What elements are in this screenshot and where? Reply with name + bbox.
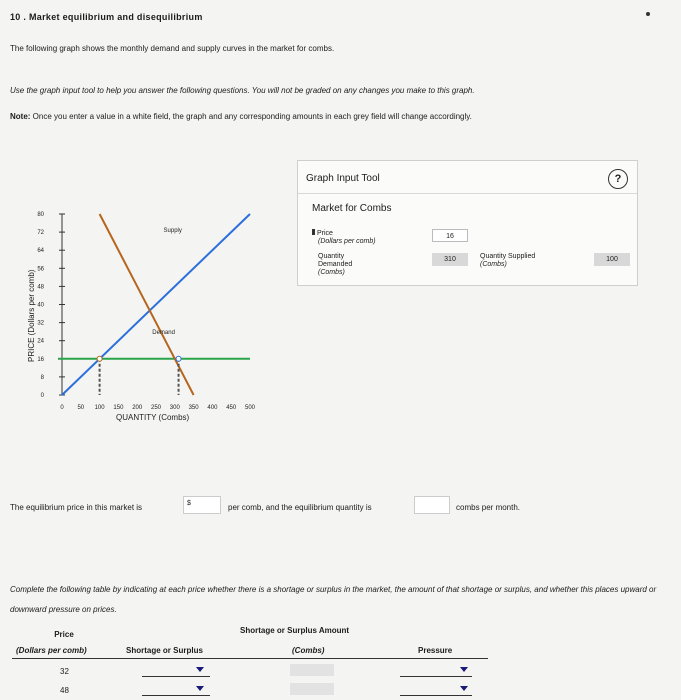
quantity-supplied-field: 100 [594,253,630,266]
demand-label: Demand [152,329,175,336]
note-text [10,112,472,121]
equilibrium-text-2: per comb, and the equilibrium quantity is [228,503,372,512]
x-tick-label: 400 [207,405,218,411]
qd-label-group [318,253,378,277]
x-tick-label: 350 [188,405,199,411]
y-tick-label: 64 [37,248,44,255]
select-underline [142,695,210,696]
note-label: Note: [10,112,31,121]
dropdown-arrow-icon [196,667,204,672]
x-tick-label: 250 [150,405,162,411]
y-axis-title: PRICE (Dollars per comb) [27,269,36,362]
select-underline [400,676,472,677]
price-handle-icon [312,229,315,235]
dollar-sign: $ [187,500,191,507]
qs-unit: (Combs) [480,261,507,268]
pressure-select[interactable] [400,664,472,680]
y-tick-label: 40 [37,302,44,309]
graph-input-tool [297,160,638,286]
y-tick-label: 16 [37,356,44,363]
x-axis-title: QUANTITY (Combs) [116,413,190,422]
table-header-rule [12,658,488,659]
price-label: Price [317,230,333,237]
amount-field [290,664,334,676]
x-tick-label: 300 [169,405,180,411]
dropdown-arrow-icon [460,667,468,672]
equilibrium-price-input[interactable] [183,496,221,514]
pressure-select[interactable] [400,683,472,699]
y-tick-label: 80 [37,212,44,218]
shortage-surplus-select[interactable] [142,664,210,680]
col-amount-sub: (Combs) [292,646,325,655]
col-amount-header: Shortage or Surplus Amount [240,626,350,635]
dropdown-arrow-icon [460,686,468,691]
col-price-header: Price [54,630,74,639]
x-tick-label: 150 [113,405,124,411]
question-title: 10 . Market equilibrium and disequilibrium [10,12,203,22]
table-instructions: Complete the following table by indicating at each price whether there is a shortage or surplus in the market, the amount of that shortage or surplus, and whether this places upward or downward pressure on prices. [10,585,657,614]
y-tick-label: 56 [37,266,44,273]
y-tick-label: 48 [37,284,44,291]
row-price: 32 [60,667,69,676]
equilibrium-quantity-input[interactable] [414,496,450,514]
quantity-demanded-field: 310 [432,253,468,266]
qs-label-group [480,253,560,269]
demand-curve [100,214,194,395]
col-shortage-header: Shortage or Surplus [126,646,203,655]
quantity-marker [176,356,181,361]
select-underline [142,676,210,677]
price-input[interactable]: 16 [432,229,468,242]
price-label-group [312,229,376,246]
intro-text: The following graph shows the monthly demand and supply curves in the market for combs. [10,44,335,53]
dropdown-arrow-icon [196,686,204,691]
help-icon[interactable]: ? [608,169,628,189]
y-tick-label: 72 [37,230,44,237]
x-tick-label: 450 [226,405,237,411]
y-tick-label: 24 [37,338,44,345]
decorative-dot [646,12,650,16]
y-tick-label: 0 [40,393,44,399]
y-tick-label: 32 [37,320,44,327]
amount-field [290,683,334,695]
supply-label: Supply [163,228,182,235]
shortage-surplus-select[interactable] [142,683,210,699]
x-tick-label: 0 [60,405,64,411]
x-tick-label: 200 [132,405,143,411]
tool-divider [298,193,637,194]
row-price: 48 [60,686,69,695]
instruction-text: Use the graph input tool to help you answer the following questions. You will not be graded on any changes you make to this graph. [10,86,475,95]
equilibrium-text-3: combs per month. [456,503,521,512]
note-body: Once you enter a value in a white field, the graph and any corresponding amounts in each grey field will change accordingly. [30,112,472,121]
col-pressure-header: Pressure [418,646,453,655]
qs-label: Quantity Supplied [480,253,536,260]
supply-demand-chart[interactable] [0,180,290,440]
y-tick-label: 8 [40,374,44,381]
x-tick-label: 100 [94,405,105,411]
quantity-marker [97,356,102,361]
price-unit: (Dollars per comb) [318,238,376,245]
tool-title: Graph Input Tool [306,173,380,184]
x-tick-label: 500 [244,405,256,411]
equilibrium-text-1: The equilibrium price in this market is [10,503,143,512]
supply-curve [62,214,250,395]
market-title: Market for Combs [312,203,392,214]
select-underline [400,695,472,696]
x-tick-label: 50 [77,405,85,411]
col-price-sub: (Dollars per comb) [16,646,87,655]
qd-label: Quantity Demanded [318,253,353,268]
qd-unit: (Combs) [318,269,345,276]
